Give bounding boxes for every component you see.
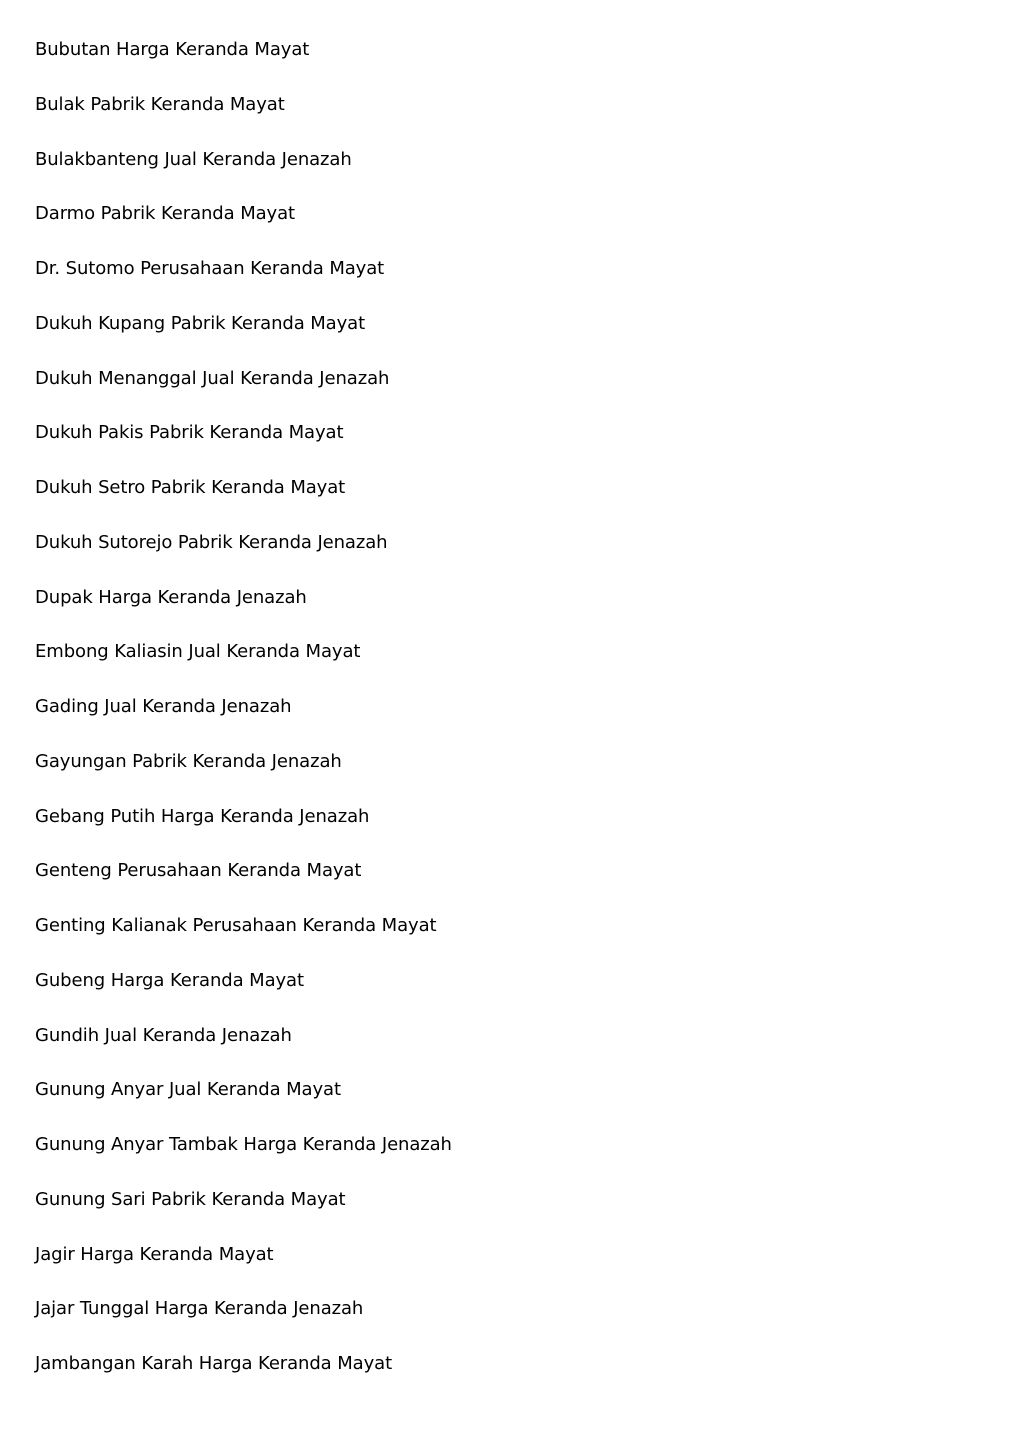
list-item: Dukuh Setro Pabrik Keranda Mayat	[35, 477, 346, 498]
list-item: Bubutan Harga Keranda Mayat	[35, 39, 310, 60]
list-item: Gayungan Pabrik Keranda Jenazah	[35, 750, 342, 772]
list-item: Gunung Anyar Jual Keranda Mayat	[35, 1079, 341, 1101]
list-item: Gading Jual Keranda Jenazah	[35, 696, 292, 717]
list-item: Jagir Harga Keranda Mayat	[35, 1243, 274, 1265]
list-item: Dukuh Menanggal Jual Keranda Jenazah	[35, 367, 390, 389]
list-item: Gunung Anyar Tambak Harga Keranda Jenazah	[35, 1134, 452, 1155]
list-item: Bulak Pabrik Keranda Mayat	[35, 93, 285, 115]
list-item: Darmo Pabrik Keranda Mayat	[35, 203, 295, 225]
location-list	[35, 36, 935, 1405]
list-item: Dukuh Pakis Pabrik Keranda Mayat	[35, 422, 344, 444]
list-item: Dukuh Kupang Pabrik Keranda Mayat	[35, 312, 366, 334]
list-item: Gundih Jual Keranda Jenazah	[35, 1024, 292, 1046]
list-item: Genting Kalianak Perusahaan Keranda Mayat	[35, 915, 437, 936]
list-item: Dr. Sutomo Perusahaan Keranda Mayat	[35, 258, 385, 279]
list-item: Gebang Putih Harga Keranda Jenazah	[35, 805, 370, 827]
list-item: Dupak Harga Keranda Jenazah	[35, 586, 307, 608]
list-item: Bulakbanteng Jual Keranda Jenazah	[35, 148, 352, 170]
list-item: Dukuh Sutorejo Pabrik Keranda Jenazah	[35, 531, 388, 553]
list-item: Genteng Perusahaan Keranda Mayat	[35, 860, 362, 882]
list-item: Jajar Tunggal Harga Keranda Jenazah	[35, 1298, 364, 1320]
list-item: Embong Kaliasin Jual Keranda Mayat	[35, 641, 361, 663]
list-item: Gubeng Harga Keranda Mayat	[35, 969, 304, 991]
list-item: Jambangan Karah Harga Keranda Mayat	[35, 1353, 393, 1374]
list-item: Gunung Sari Pabrik Keranda Mayat	[35, 1188, 346, 1210]
